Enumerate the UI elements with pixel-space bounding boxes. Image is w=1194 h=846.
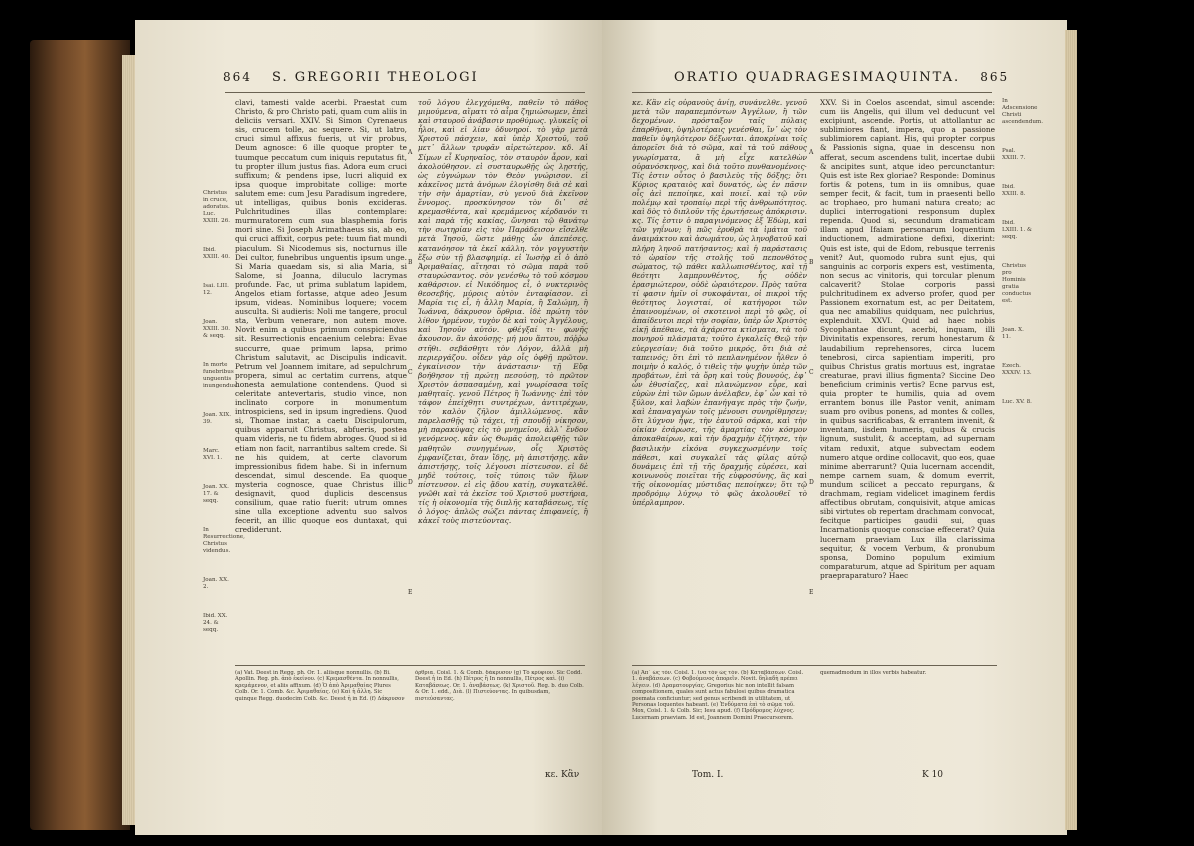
left-running-head [223,70,479,85]
right-running-title: ORATIO QUADRAGESIMAQUINTA. [674,70,961,85]
greek-text: κε. Κἂν εἰς οὐρανοὺς ἀνίῃ, συνάνελθε. γενοῦ μετὰ τῶν παραπεμπόντων Ἀγγέλων, ἢ τῶν δεχομένων. πρόσταξον ταῖς πύλαις ἐπαρθῆναι, ὑψηλοτέραις γενέσθαι, ἵν᾽ ὡς τὸν παθεῖν ὑψηλότερον δέξωνται. ἀποκρίναι τοῖς ἀπορεῖσι διὰ τὸ σῶμα, καὶ τὰ τοῦ πάθους γνωρίσματα, ἃ μὴ εἶχε κατελθὼν οὐρανόσκηνος, καὶ διὰ τοῦτο πυνθανομένοις· Τίς ἐστιν οὗτος ὁ βασιλεὺς τῆς δόξης; ὅτι Κύριος κραταιὸς καὶ δυνατός, ὡς ἐν πᾶσιν οἷς ἀεὶ πεποίηκε, καὶ ποιεῖ. καὶ τῷ νῦν πολέμῳ καὶ τροπαίῳ περὶ τῆς ἀνθρωπότητος. καὶ δὸς τὸ διπλοῦν τῆς ἐρωτήσεως ἀπόκρισιν. κς. Τίς ἐστιν ὁ παραγινόμενος ἐξ Ἐδὼμ, καὶ τῶν γηΐνων; ἢ πῶς ἐρυθρὰ τὰ ἱμάτια τοῦ ἀναιμάκτου καὶ ἀσωμάτου, ὡς ληνοβατοῦ καὶ πλήρη ληνοῦ πατήσαντος; καὶ ἡ παράστασις τὸ ὡραῖον τῆς στολῆς τοῦ πεπονθότος σώματος, τῷ πάθει καλλωπισθέντος, καὶ τῇ θεότητι λαμπρυνθέντος, ἧς οὐδὲν ἐρασμιώτερον, οὐδὲ ὡραιότερον. Πρὸς ταῦτα τί φασιν ἡμῖν οἱ συκοφάνται, οἱ πικροὶ τῆς θεότητος λογισταί, οἱ κατήγοροι τῶν ἐπαινουμένων, οἱ σκοτεινοὶ περὶ τὸ φῶς, οἱ ἀπαίδευτοι περὶ τὴν σοφίαν, ὑπὲρ ὧν Χριστὸς εἰκῇ ἀπέθανε, τὰ ἀχάριστα κτίσματα, τὰ τοῦ πονηροῦ πλάσματα; τοῦτο ἐγκαλεῖς Θεῷ τὴν εὐεργεσίαν; διὰ τοῦτο μικρός, ὅτι διὰ σὲ ταπεινός; ὅτι ἐπὶ τὸ πεπλανημένον ἦλθεν ὁ ποιμὴν ὁ καλός, ὁ τιθεὶς τὴν ψυχὴν ὑπὲρ τῶν προβάτων, ἐπὶ τὰ ὄρη καὶ τοὺς βουνούς, ἐφ᾽ ὧν ἐθυσίαζες, καὶ πλανώμενον εὗρε, καὶ εὑρὼν ἐπὶ τῶν ὤμων ἀνέλαβεν, ἐφ᾽ ὧν καὶ τὸ ξύλον, καὶ λαβὼν ἐπανήγαγε πρὸς τὴν ζωήν, καὶ ἐπαναγαγὼν τοῖς μένουσι συνηρίθμησεν; ὅτι λύχνον ἧψε, τὴν ἑαυτοῦ σάρκα, καὶ τὴν οἰκίαν ἐσάρωσε, τῆς ἁμαρτίας τὸν κόσμον ἀποκαθαίρων, καὶ τὴν δραχμὴν ἐζήτησε, τὴν βασιλικὴν εἰκόνα συγκεχωσμένην τοῖς πάθεσι, καὶ συγκαλεῖ τὰς φίλας αὐτῷ δυνάμεις ἐπὶ τῇ τῆς δραχμῆς εὑρέσει, καὶ κοινωνοὺς ποιεῖται τῆς εὐφροσύνης, ἃς καὶ τῆς οἰκονομίας μύστιδας πεποίηκεν; ὅτι τῷ προδρόμῳ λύχνῳ τὸ φῶς ἀκολουθεῖ τὸ ὑπέρλαμπρον. [632,98,807,508]
section-letter: A [809,149,814,156]
margin-note: Joan. XXIII. 30. & seqq. [203,319,231,339]
margin-note: Christus in cruce, adoratus. Luc. XXIII. 26. [203,190,231,224]
right-page-number: 865 [980,70,1010,84]
margin-note: Ibid. XX. 24. & seqq. [203,613,228,633]
margin-note: Isai. LIII. 12. [203,283,229,296]
latin-text: XXV. Si in Coelos ascendat, simul ascende: cum iis Angelis, qui illum vel deducunt vel excipiunt, ascende. Portis, ut attollantur ac sublimiores fiant, impera, quo a passione sublimiorem capiant. His, qui propter corpus & Passionis signa, quae in descensu non afferat, secum ascendens tulit, incertae dubii & ancipites sunt, atque ideo percunctantur: Quis est iste Rex gloriae? Responde: Dominus fortis & potens, tum in iis omnibus, quae semper fecit, & facit, tum in praesenti bello ac trophaeo, pro humani natura creato; ac duplici interrogationi responsum duplex rependa. Quod si, secundum dramaticam illam apud Ifaiam personarum loquentium inductionem, admiratione defixi, dixerint: Quis est iste, qui de Edom, rebusque terrenis venit? Aut, quomodo rubra sunt ejus, qui sanguinis ac corporis expers est, vestimenta, non secus ac vinitoris, qui torcular plenum calcaverit? Stolae corporis passi pulchritudinem ex adverso profer, quod per Passionem exornatum est, ac per Deitatem, qua nec amabilius quidquam, nec pulchrius, explenduit. XXVI. Quid ad haec nobis Sycophantae dicunt, acerbi, inquam, illi Divinitatis expensores, rerum honestarum & laudabilium reprehensores, circa lucem tenebrosi, circa sapientiam imperiti, pro quibus Christus gratis mortuus est, ingratae creaturae, pravi illius figmenta? Siccine Deo beneficium criminis vertis? Ecne parvus est, quia propter te humilis, quia ad ovem errantem bonus ille Pastor venit, animam suam pro ovibus ponens, ad montes & colles, in quibus sacrificabas, & errantem invenit, & inventam, iisdem humeris, quibus & crucis lignum, sustulit, & acceptam, ad supernam vitam reduxit, atque subvectam eodem numero atque ordine collocavit, quo eos, quae minime aberrarunt? Quia lucernam accendit, nempe carnem suam, & domum everrit, mundum scilicet a peccato repurgans, & drachmam, regiam videlicet imaginem ferdis affectibus obrutam, conquisivit, atque amicas sibi virtutes ob repertam drachmam convocat, fecitque participes gaudii sui, quas Incarnationis quoque consciae effecerat? Quia lucernam praeviam Lux illa clarissima sequitur, & vocem Verbum, & pronubum sponsa, Domino populum eximium comparaturum, atque ad Spiritum per aquam praepraparaturo? Haec [820,98,995,580]
section-letter: C [809,369,814,376]
left-greek-column [418,98,588,658]
section-letter: B [408,259,413,266]
right-latin-column [820,98,995,658]
margin-note: In morte funebribus unguentis inungendus. [203,362,238,389]
left-footnotes [235,670,585,765]
left-section-letters [408,98,416,648]
section-letter: B [809,259,814,266]
page-edges-right [1065,30,1077,830]
margin-note: Ibid. XXIII. 40. [203,247,231,260]
section-letter: E [408,589,413,596]
right-greek-column [632,98,807,658]
margin-note: Luc. XV. 8. [1002,399,1032,405]
margin-note: Marc. XVI. 1. [203,448,223,461]
right-footer-volume: Tom. I. [692,770,724,780]
margin-note: Christus pro Hominis gratia conductus est. [1002,263,1032,304]
margin-note: In Resurrectione, Christus videndus. [203,527,245,554]
side-note-text: quemadmodum in illos verbis habeatur. [820,670,927,676]
margin-note: Psal. XXIII. 7. [1002,148,1026,161]
section-letter: C [408,369,413,376]
right-page [602,20,1067,835]
book-spine [30,40,130,830]
margin-note: Ibid. LXIII. 1. & seqq. [1002,220,1032,240]
footnotes-text: (a) Ἀπ᾽ ὡς τὸν. Coisl. 1. ἵνα τὸν ὡς τὸν. (b) Καταβάσεων. Coisl. 1. ἀναβάσεων. (c) Φοβούμενος ἀπορεῖν. Novit. δηλαδὴ πρέπει λέγειν. (d) Δραματουργίας. Gregorius hic non intellit falsam compositionem, quales sunt actus fabulosi quibus dramatica poemata conficiuntur; sed genus scribendi in utilitatem, ut Personas loquentes habeant. (e) Ἐνδύματα ἐπὶ τὸ σῶμα τοῦ. Mox, Coisl. 1. & Colb. Sic; Iesu apud. (f) Πρόδρομος λύχνος. Lucernam praeviam. Id est, Joannem Domini Praecursorem. [632,670,804,721]
section-letter: D [408,479,413,486]
right-head-rule [632,92,992,93]
left-page [135,20,602,835]
left-notes-rule [235,665,585,666]
right-notes-rule [632,665,997,666]
footnotes-text: (a) Vat. Deest in Regg. ph. Or. 1. aliisque nonnullis. (b) Bi. Apollin. Reg. ph. ἀπὸ ἐκείνου. (c) Κρεμασθέντα. In nonnullis, κρεμάμενον, et aliis affixum. (d) Ὁ ἀπὸ Ἀριμαθαίας Plures Colb. Or. 1. Comb. &c. Ἀριμαθαίας. (e) Καὶ ἡ ἄλλη. Sic quinque Regg. duodecim Colb. &c. Deest ἡ in Ed. (f) Δάκρυσον ὄρθρια. Coisl. 1. & Comb. δάκρυσον (g) Τὸ κρύφιον. Sic Codd. Deest ἡ in Ed. (h) Πέτρος ἢ In nonnullis, Πέτρος καὶ. (i) Καταβάσεως. Or. 1. ἀναβάσεως. (k) Χριστοῦ. Reg. b. duo Colb. & Or. 1. edd., Διὰ. (l) Πιστεύοντας. In quibusdam, πιστεύσαντας. [235,670,584,702]
margin-note: Joan. XX. 17. & seqq. [203,484,229,504]
margin-note: In Adscensione Christi ascendendum. [1002,98,1044,125]
left-margin-notes [203,190,245,656]
section-letter: D [809,479,814,486]
section-letter: A [408,149,413,156]
right-footer-signature: K 10 [922,770,944,780]
left-running-title: S. GREGORII THEOLOGI [272,70,479,85]
left-page-number: 864 [223,70,252,84]
left-catchword: κε. Κἂν [545,770,580,780]
margin-note: Ezech. XXXIV. 13. [1002,363,1032,376]
right-side-note [820,670,995,710]
latin-text: clavi, tamesti valde acerbi. Praestat cum Christo, & pro Christo pati, quam cum aliis in deliciis versari. XXIV. Si Simon Cyrenaeus sis, crucem tolle, ac sequere. Si, ut latro, cruci simul affixus fueris, ut vir probus, Deum agnosce: 6 ille quoque propter te tuumque peccatum cum iniquis reputatus fit, tu propter illum justus fias. Adora eum cruci suffixum; & pendens ipse, lucri aliquid ex ipsa quoque improbitate collige: morte salutem eme: cum Jesu Paradisum ingredere, ut intelligas, quibus bonis excideras. Pulchritudines illas contemplare: murmuratorem cum sua blasphemia foris mori sine. Si Joseph Arimathaeus sis, ab eo, qui cruci affixit, corpus pete: tuum fiat mundi piaculum. Si Nicodemus sis, nocturnus ille Dei cultor, funebribus unguentis ipsum unge. Si Maria quaedam sis, si alia Maria, si Salome, si Joanna, diluculo lacrymas profunde. Fac, ut prima sublatum lapidem, Angelos etiam fortasse, atque adeo Jesum ipsum, videas. Nominibus loquere; vocem ausculta. Si audieris: Noli me tangere, procul sta, Verbum venerare, non autem move. Novit enim a quibus primum conspiciendus sit. Resurrectionis encaenium celebra: Evae succurre, quae primum lapsa, primo Christum salutavit, ac Discipulis indicavit. Petrum vel Joannem imitare, ad sepulchrum propera, simul ac certatim currens, atque honesta aemulatione contendens. Quod si celeritate antevertaris, studio vince, non inclinato corpore in monumentum introspiciens, sed in ipsum ingrediens. Quod si, Thomae instar, a caetu Discipulorum, quibus apparuit Christus, abfueris, postea quam videris, ne tu fidem abroges. Quod si id etiam non facit, narrantibus saltem crede. Si ne his quidem, at certe clavorum impressionibus fidem habe. Si in infernum descendat, simul descende. Ea quoque mysteria cognosce, quae Christus illic designavit, quod duplicis descensus consilium, quae ratio fuerit: utrum omnes sine ulla exceptione adventu suo salvos fecerit, an illic quoque eos duntaxat, qui crediderunt. [235,98,407,535]
left-latin-column [235,98,407,658]
right-section-letters [809,98,817,648]
margin-note: Ibid. XXIII. 8. [1002,184,1026,197]
page-edges-left [122,55,136,825]
right-margin-notes [1002,98,1044,428]
right-running-head [674,70,1009,85]
right-footnotes [632,670,807,765]
section-letter: E [809,589,814,596]
greek-text: τοῦ λόγου ἐλεγχόμεθα, παθεῖν τὸ πάθος μιμούμενα, αἵματι τὸ αἷμα ζημιώσωμεν, ἐπεὶ καὶ σταυροῦ ἀνάβασιν προθύμως. γλυκεῖς οἱ ἧλοι, καὶ εἰ λίαν ὀδυνηροί. τὸ γὰρ μετὰ Χριστοῦ πάσχειν, καὶ ὑπὲρ Χριστοῦ, τοῦ μετ᾽ ἄλλων τρυφᾶν αἱρετώτερον. κδ. Αἱ Σίμων εἶ Κυρηναῖος, τὸν σταυρὸν ἆρον, καὶ ἀκολούθησον. εἰ συσταυρωθῇς ὡς λῃστής, ὡς εὐγνώμων τὸν Θεὸν γνώρισον. εἰ κἀκεῖνος μετὰ ἀνόμων ἐλογίσθη διὰ σὲ καὶ τὴν σὴν ἁμαρτίαν, σὺ γενοῦ διὰ ἐκεῖνον ἔννομος. προσκύνησον τὸν δι᾽ σὲ κρεμασθέντα, καὶ κρεμάμενος κέρδανόν τι καὶ παρὰ τῆς κακίας, ὤνησαι τῷ θανάτῳ τὴν σωτηρίαν εἰς τὸν Παράδεισον εἴσελθε μετὰ Ἰησοῦ, ὥστε μάθῃς ὧν ἀπεπέσες. κατανόησον τὰ ἐκεῖ κάλλη. τὸν γογγυστὴν ἔξω σὺν τῇ βλασφημίᾳ. εἰ Ἰωσὴφ εἶ ὁ ἀπὸ Ἀριμαθαίας, αἴτησαι τὸ σῶμα παρὰ τοῦ σταυρώσαντος. σὸν γενέσθω τὸ τοῦ κόσμου καθάρσιον. εἰ Νικόδημος εἶ, ὁ νυκτερινὸς θεοσεβής, μύροις αὐτὸν ἐνταφίασον. εἰ Μαρία τις εἶ, ἡ ἄλλη Μαρία, ἢ Σαλώμη, ἢ Ἰωάννα, δάκρυσον ὄρθρια. ἰδὲ πρώτη τὸν λίθον ἠρμένον, τυχὸν δὲ καὶ τοὺς Ἀγγέλους, καὶ Ἰησοῦν αὐτόν. φθέγξαί τι· φωνῆς ἄκουσον. ἂν ἀκούσῃς· μή μου ἅπτου, πόῤῥω στῆθι. σεβάσθητι τὸν Λόγον, ἀλλὰ μὴ περιεργάζου. οἶδεν γὰρ οἷς ὀφθῇ πρῶτον. ἐγκαίνισον τὴν ἀνάστασιν· τῇ Εὔᾳ βοήθησον τῇ πρώτῃ πεσούσῃ, τὸ πρῶτον Χριστὸν ἀσπασαμένῃ, καὶ γνωρίσασα τοῖς μαθηταῖς. γενοῦ Πέτρος ἢ Ἰωάννης· ἐπὶ τὸν τάφον ἐπείχθητι συντρέχων, ἀντιτρέχων, τὸν καλὸν ζῆλον ἁμιλλώμενος. κἂν παρελασθῇς τῷ τάχει, τῇ σπουδῇ νίκησον, μὴ παρακύψας εἰς τὸ μνημεῖον, ἀλλ᾽ ἔνδον γενόμενος. κἂν ὡς Θωμᾶς ἀπολειφθῇς τῶν μαθητῶν συνηγμένων, οἷς Χριστὸς ἐμφανίζεται, ὅταν ἴδῃς, μὴ ἀπιστήσῃς. κἂν ἀπιστήσῃς, τοῖς λέγουσι πίστευσον. εἰ δὲ μηδὲ τούτοις, τοῖς τύποις τῶν ἥλων πίστευσον. εἰ εἰς ᾅδου κατίῃ, συγκατελθέ. γνῶθι καὶ τὰ ἐκεῖσε τοῦ Χριστοῦ μυστήρια, τίς ἡ οἰκονομία τῆς διπλῆς καταβάσεως, τίς ὁ λόγος· ἁπλῶς σώζει πάντας ἐπιφανείς, ἢ κἀκεῖ τοὺς πιστεύοντας. [418,98,588,526]
margin-note: Joan. XX. 2. [203,577,229,590]
margin-note: Joan. X. 11. [1002,327,1024,340]
margin-note: Joan. XIX. 39. [203,412,232,425]
left-head-rule [225,92,585,93]
